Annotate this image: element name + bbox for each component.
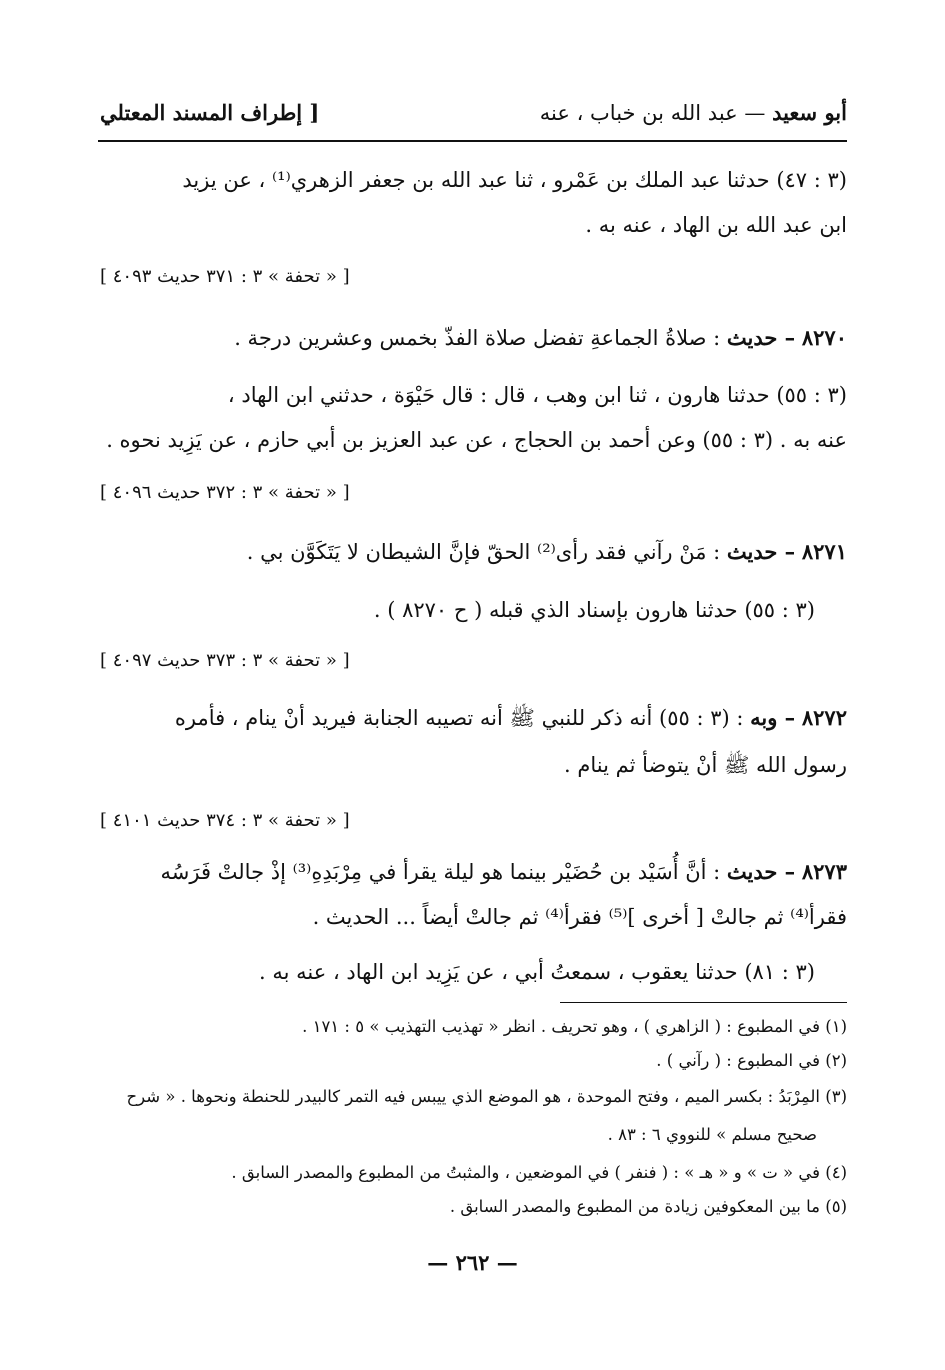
entry-keyword: – حديث [726, 325, 796, 350]
entry-number: ٨٢٧٠ [801, 325, 847, 350]
entry-text: : أنَّ أُسَيْد بن حُضَيْر بينما هو ليلة يقرأ في مِرْبَدِهِ⁽³⁾ إذْ جالتْ فَرَسُه [160, 860, 721, 884]
footnote-separator [560, 1002, 847, 1003]
text-line: (٣ : ٥٥) حدثنا هارون بإسناد الذي قبله ( ح ٨٢٧٠ ) . [373, 598, 815, 622]
entry-text: : مَنْ رآني فقد رأى⁽²⁾ الحقّ فإنَّ الشيطان لا يَتَكَوَّن بي . [246, 540, 721, 564]
entry-text: : صلاةُ الجماعةِ تفضل صلاة الفذّ بخمس وعشرين درجة . [234, 326, 721, 350]
text-line: فقرأ⁽⁴⁾ ثم جالتْ [ أخرى ]⁽⁵⁾ فقرأ⁽⁴⁾ ثم جالتْ أيضاً ... الحديث . [312, 905, 847, 929]
text-line: ابن عبد الله بن الهاد ، عنه به . [585, 213, 847, 237]
tuhfa-reference: [ « تحفة » ٣ : ٣٧٤ حديث ٤١٠١ ] [100, 810, 350, 831]
hadith-entry-8270 [234, 318, 847, 358]
text-line: عنه به . (٣ : ٥٥) وعن أحمد بن الحجاج ، عن عبد العزيز بن أبي حازم ، عن يَزِيد نحوه . [106, 428, 847, 452]
text-line: رسول الله ﷺ أنْ يتوضأ ثم ينام . [564, 753, 847, 777]
entry-keyword: – وبه [750, 705, 796, 730]
hadith-entry-8271 [247, 532, 847, 572]
page-number: — ٢٦٢ — [427, 1250, 518, 1275]
entry-text: : (٣ : ٥٥) أنه ذكر للنبي ﷺ أنه تصيبه الجنابة فيريد أنْ ينام ، فأمره [174, 706, 744, 730]
text-line: (٣ : ٨١) حدثنا يعقوب ، سمعتُ أبي ، عن يَزِيد ابن الهاد ، عنه به . [259, 960, 815, 984]
header-rule [98, 140, 847, 142]
entry-number: ٨٢٧١ [801, 539, 847, 564]
header-subtitle: — عبد الله بن خباب ، عنه [539, 101, 766, 125]
footnote-5: (٥) ما بين المعكوفين زيادة من المطبوع والمصدر السابق . [449, 1197, 847, 1216]
entry-number: ٨٢٧٣ [801, 859, 847, 884]
running-header-book: [ إطراف المسند المعتلي [100, 100, 320, 125]
footnote-3-continued: صحيح مسلم » للنووي ٦ : ٨٣ . [607, 1125, 817, 1144]
entry-keyword: – حديث [726, 859, 796, 884]
footnote-4: (٤) في « ت » و « هـ » : ( فنفر ) في الموضعين ، والمثبتُ من المطبوع والمصدر السابق . [231, 1163, 847, 1182]
footnote-2: (٢) في المطبوع : ( رآني ) . [656, 1051, 847, 1070]
text-line: (٣ : ٥٥) حدثنا هارون ، ثنا ابن وهب ، قال : قال حَيْوَة ، حدثني ابن الهاد ، [227, 383, 847, 407]
hadith-entry-8272 [175, 698, 847, 738]
tuhfa-reference: [ « تحفة » ٣ : ٣٧٣ حديث ٤٠٩٧ ] [100, 650, 350, 671]
footnote-3: (٣) المِرْبَدُ : بكسر الميم ، وفتح الموحدة ، هو الموضع الذي ييبس فيه التمر كالبيدر للحنطة ونحوها . « شرح [126, 1087, 847, 1106]
tuhfa-reference: [ « تحفة » ٣ : ٣٧١ حديث ٤٠٩٣ ] [100, 266, 350, 287]
entry-number: ٨٢٧٢ [801, 705, 847, 730]
text-line: (٣ : ٤٧) حدثنا عبد الملك بن عَمْرو ، ثنا عبد الله بن جعفر الزهري⁽¹⁾ ، عن يزيد [182, 168, 847, 192]
header-author: أبو سعيد [772, 100, 847, 125]
footnote-1: (١) في المطبوع : ( الزاهري ) ، وهو تحريف . انظر « تهذيب التهذيب » ٥ : ١٧١ . [302, 1017, 847, 1036]
hadith-entry-8273 [161, 852, 848, 892]
entry-keyword: – حديث [726, 539, 796, 564]
tuhfa-reference: [ « تحفة » ٣ : ٣٧٢ حديث ٤٠٩٦ ] [100, 482, 350, 503]
running-header-title [540, 100, 847, 125]
